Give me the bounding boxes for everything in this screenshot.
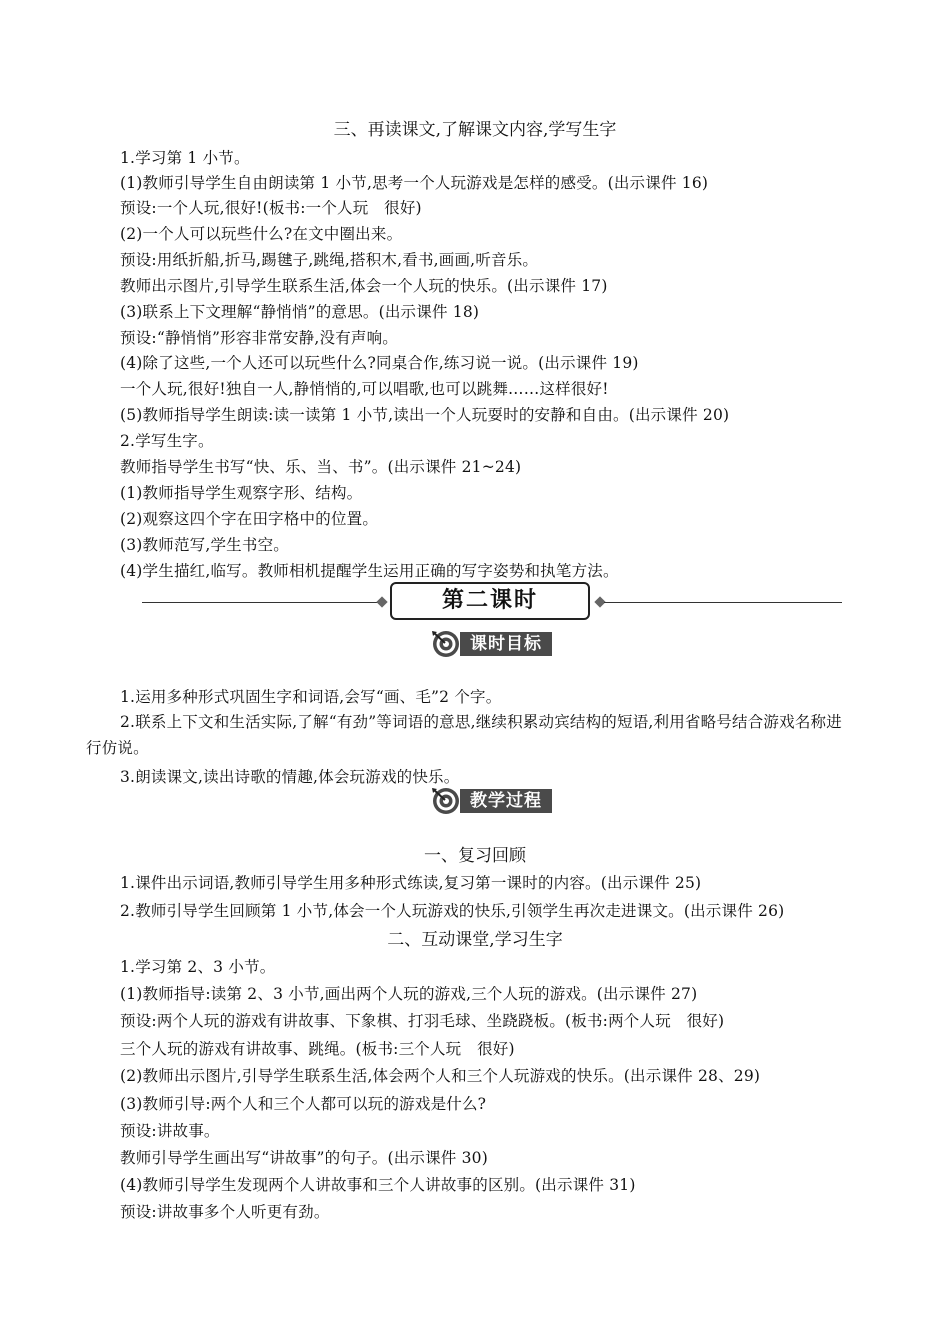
lesson-banner-title: 第二课时 xyxy=(390,582,590,620)
section-heading-review: 一、复习回顾 xyxy=(424,846,526,866)
text-line: 教师引导学生画出写“讲故事”的句子。(出示课件 30) xyxy=(120,1149,488,1167)
process-tag xyxy=(430,786,552,816)
text-line: 预设:用纸折船,折马,踢毽子,跳绳,搭积木,看书,画画,听音乐。 xyxy=(120,251,539,269)
text-line: (1)教师指导学生观察字形、结构。 xyxy=(120,484,363,502)
section-heading-interactive: 二、互动课堂,学习生字 xyxy=(387,930,563,950)
text-line: 预设:“静悄悄”形容非常安静,没有声响。 xyxy=(120,329,398,347)
text-line: (4)除了这些,一个人还可以玩些什么?同桌合作,练习说一说。(出示课件 19) xyxy=(120,354,639,372)
text-line: (2)观察这四个字在田字格中的位置。 xyxy=(120,510,379,528)
text-line: (5)教师指导学生朗读:读一读第 1 小节,读出一个人玩耍时的安静和自由。(出示课件 20) xyxy=(120,406,730,424)
goal-item: 1.运用多种形式巩固生字和词语,会写“画、毛”2 个字。 xyxy=(120,688,502,706)
process-tag-label: 教学过程 xyxy=(460,789,552,813)
banner-diamond-left xyxy=(376,596,387,607)
text-line: (4)教师引导学生发现两个人讲故事和三个人讲故事的区别。(出示课件 31) xyxy=(120,1176,636,1194)
text-line: 一个人玩,很好!独自一人,静悄悄的,可以唱歌,也可以跳舞……这样很好! xyxy=(120,380,609,398)
text-line: (3)联系上下文理解“静悄悄”的意思。(出示课件 18) xyxy=(120,303,480,321)
target-icon xyxy=(430,629,460,659)
text-line: 教师出示图片,引导学生联系生活,体会一个人玩的快乐。(出示课件 17) xyxy=(120,277,608,295)
goals-tag xyxy=(430,629,552,659)
banner-rule-right xyxy=(604,602,842,603)
section-heading-reread: 三、再读课文,了解课文内容,学写生字 xyxy=(333,120,617,140)
text-line: 预设:讲故事。 xyxy=(120,1122,220,1140)
text-line: 1.学习第 1 小节。 xyxy=(120,149,250,167)
text-line: (3)教师引导:两个人和三个人都可以玩的游戏是什么? xyxy=(120,1095,487,1113)
text-line: 预设:一个人玩,很好!(板书:一个人玩 很好) xyxy=(120,199,422,217)
text-line: 2.学写生字。 xyxy=(120,432,214,450)
text-line: (1)教师引导学生自由朗读第 1 小节,思考一个人玩游戏是怎样的感受。(出示课件 16) xyxy=(120,174,709,192)
text-line: 1.课件出示词语,教师引导学生用多种形式练读,复习第一课时的内容。(出示课件 25) xyxy=(120,874,702,892)
goal-item: 2.联系上下文和生活实际,了解“有劲”等词语的意思,继续积累动宾结构的短语,利用省略号结合游戏名称进行仿说。 xyxy=(86,713,842,757)
text-line: 教师指导学生书写“快、乐、当、书”。(出示课件 21~24) xyxy=(120,458,522,476)
target-icon xyxy=(430,786,460,816)
text-line: 预设:两个人玩的游戏有讲故事、下象棋、打羽毛球、坐跷跷板。(板书:两个人玩 很好) xyxy=(120,1012,725,1030)
text-line: (2)教师出示图片,引导学生联系生活,体会两个人和三个人玩游戏的快乐。(出示课件 28、29) xyxy=(120,1067,761,1085)
text-line: (2)一个人可以玩些什么?在文中圈出来。 xyxy=(120,225,403,243)
goals-tag-label: 课时目标 xyxy=(460,632,552,656)
banner-rule-left xyxy=(142,602,382,603)
text-line: (3)教师范写,学生书空。 xyxy=(120,536,289,554)
goal-item: 3.朗读课文,读出诗歌的情趣,体会玩游戏的快乐。 xyxy=(120,768,460,786)
text-line: (1)教师指导:读第 2、3 小节,画出两个人玩的游戏,三个人玩的游戏。(出示课件 27) xyxy=(120,985,698,1003)
text-line: 预设:讲故事多个人听更有劲。 xyxy=(120,1203,330,1221)
text-line: 1.学习第 2、3 小节。 xyxy=(120,958,276,976)
text-line: (4)学生描红,临写。教师相机提醒学生运用正确的写字姿势和执笔方法。 xyxy=(120,562,619,580)
text-line: 三个人玩的游戏有讲故事、跳绳。(板书:三个人玩 很好) xyxy=(120,1040,515,1058)
text-line: 2.教师引导学生回顾第 1 小节,体会一个人玩游戏的快乐,引领学生再次走进课文。(出示课件 26) xyxy=(120,902,785,920)
